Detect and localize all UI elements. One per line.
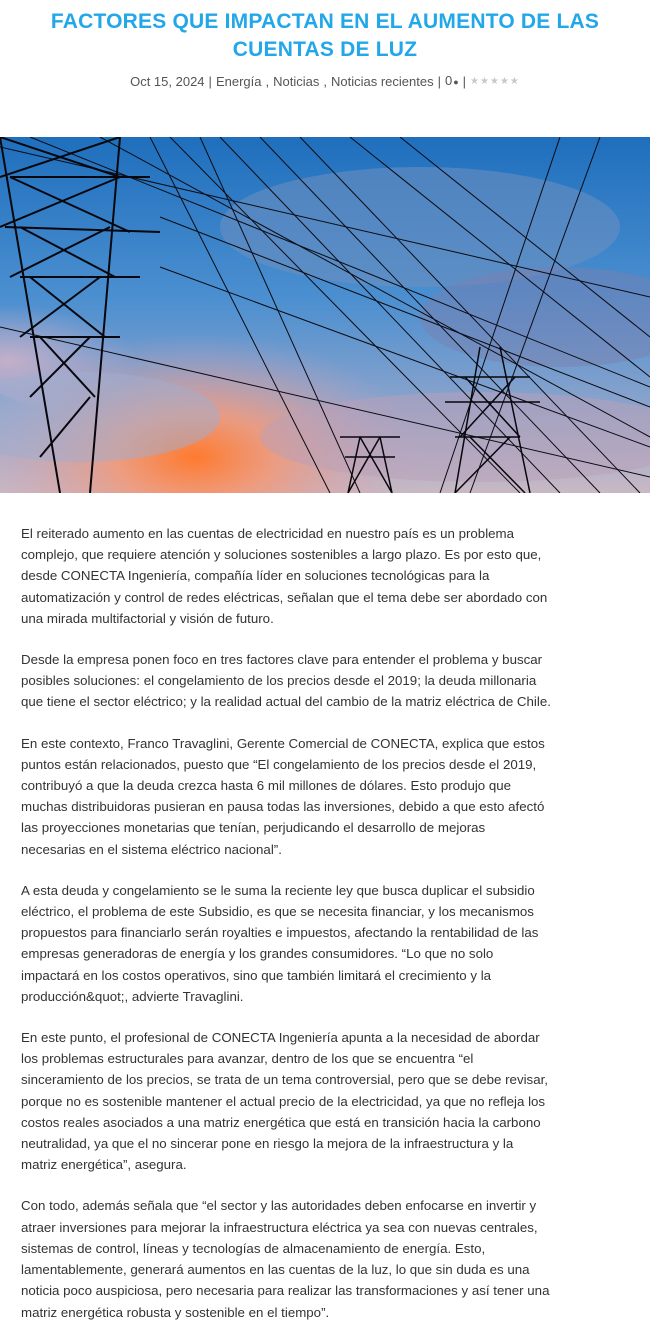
- post-date: Oct 15, 2024: [130, 73, 205, 89]
- meta-separator: |: [437, 73, 441, 89]
- paragraph: A esta deuda y congelamiento se le suma la reciente ley que busca duplicar el subsidio eléctrico, el problema de este Subsidio, es que se necesita financiar, y los mecanismos propuestos para financiarlo serán royalties e impuestos, afectando la rentabilidad de las empresas generadoras de energía y los grandes consumidores. “Lo que no solo impactará en los costos operativos, sino que también limitará el crecimiento y la producción&quot;, advierte Travaglini.: [21, 882, 539, 1004]
- category-link-energia[interactable]: Energía: [215, 73, 262, 89]
- star-icon: ★: [470, 75, 481, 87]
- category-link-noticias-recientes[interactable]: Noticias recientes: [330, 73, 434, 89]
- star-icon: ★: [489, 75, 500, 87]
- paragraph: Desde la empresa ponen foco en tres factores clave para entender el problema y buscar posibles soluciones: el congelamiento de los precios desde el 2019; la deuda millonaria que tiene el sector eléctrico; y la realidad actual del cambio de la matriz eléctrica de Chile.: [21, 652, 551, 710]
- paragraph: El reiterado aumento en las cuentas de electricidad en nuestro país es un problema complejo, que requiere atención y soluciones sostenibles a largo plazo. Es por esto que, desde CONECTA Ingeniería, compañía líder en soluciones tecnológicas para la automatización y control de redes eléctricas, señalan que el tema debe ser abordado con una mirada multifactorial y visión de futuro.: [21, 526, 548, 626]
- post-header: [0, 0, 650, 91]
- post-meta: Oct 15, 2024 | Energía , Noticias , Noticias recientes | 0● | ★★★★★: [0, 72, 650, 91]
- category-link-noticias[interactable]: Noticias: [273, 73, 320, 89]
- paragraph: En este punto, el profesional de CONECTA Ingeniería apunta a la necesidad de abordar los problemas estructurales para avanzar, dentro de los que se encuentra “el sinceramiento de los precios, se trata de un tema controversial, pero que se debe revisar, porque no es sostenible mantener el actual precio de la electricidad, ya que no refleja los costos reales asociados a una matriz energética que está en transición hacia la carbono neutralidad, ya que el no sincerar pone en riesgo la mejora de la infraestructura y la matriz energética”, asegura.: [21, 1030, 548, 1173]
- paragraph: Con todo, además señala que “el sector y las autoridades deben enfocarse en invertir y atraer inversiones para mejorar la infraestructura eléctrica ya sea con nuevas centrales, sistemas de control, líneas y tecnologías de almacenamiento de energía. Esto, lamentablemente, generará aumentos en las cuentas de la luz, lo que sin duda es una noticia poco auspiciosa, pero necesaria para realizar las transformaciones y así tener una matriz energética robusta y sostenible en el tiempo”.: [21, 1198, 550, 1320]
- comments-link[interactable]: [445, 72, 459, 91]
- star-icon: ★: [499, 75, 510, 87]
- star-icon: ★: [509, 75, 520, 87]
- star-icon: ★: [480, 75, 490, 87]
- meta-separator: |: [462, 73, 467, 89]
- paragraph: En este contexto, Franco Travaglini, Gerente Comercial de CONECTA, explica que estos puntos están relacionados, puesto que “El congelamiento de los precios desde el 2019, contribuyó a que la deuda crezca hasta 6 mil millones de dólares. Esto produjo que muchas distribuidoras pusieran en pausa todas las inversiones, debido a que esto afectó las proyecciones monetarias que tenían, perjudicando el desarrollo de mejoras necesarias en el sistema eléctrico nacional”.: [21, 735, 545, 857]
- hero-image: [0, 137, 650, 493]
- post-content: [21, 523, 551, 1343]
- comment-bubble-icon: ●: [453, 77, 459, 87]
- meta-separator: |: [208, 73, 212, 89]
- comment-count: 0: [444, 73, 453, 88]
- post-title: FACTORES QUE IMPACTAN EN EL AUMENTO DE LAS CUENTAS DE LUZ: [50, 10, 600, 61]
- rating-stars: [470, 73, 520, 91]
